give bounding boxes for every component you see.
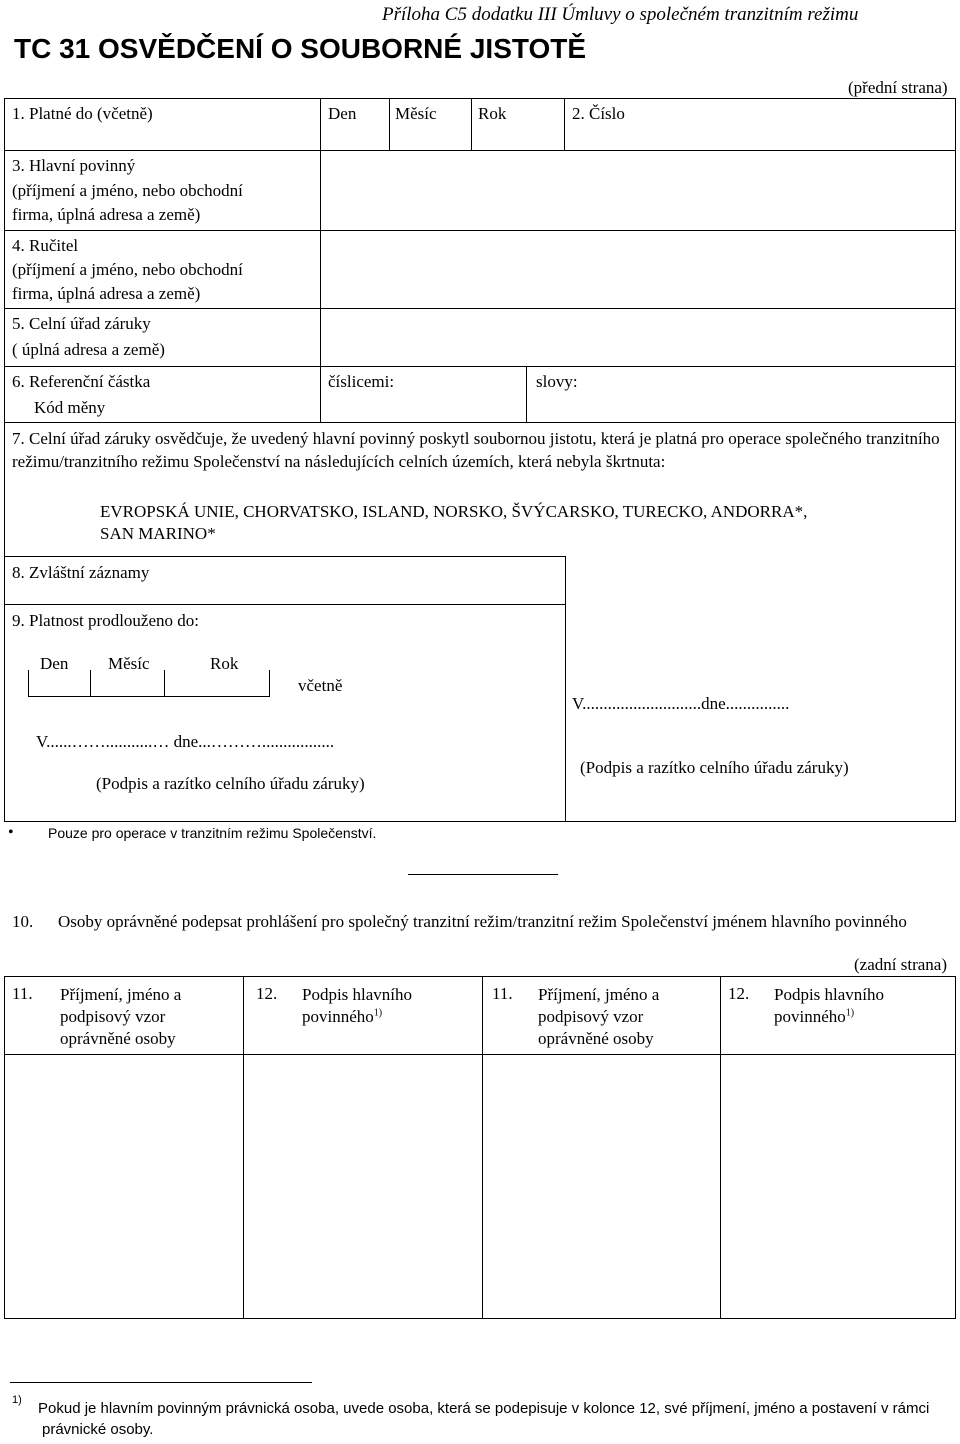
amount-digits-label: číslicemi: xyxy=(328,372,395,391)
form-title: TC 31 OSVĚDČENÍ O SOUBORNÉ JISTOTĚ xyxy=(14,33,587,64)
extension-month-label: Měsíc xyxy=(108,654,150,673)
valid-year-input[interactable] xyxy=(472,126,564,150)
special-notes-input[interactable] xyxy=(200,558,562,602)
principal-input[interactable] xyxy=(321,151,955,230)
valid-month-input[interactable] xyxy=(390,126,471,150)
bullet-icon: • xyxy=(8,824,14,841)
amount-words-label: slovy: xyxy=(536,372,578,391)
field9-label: 9. Platnost prodlouženo do: xyxy=(12,611,199,630)
number-input[interactable] xyxy=(565,126,955,150)
col3-number: 11. xyxy=(492,984,513,1003)
footnote-mark: 1) xyxy=(12,1394,22,1406)
field8-label: 8. Zvláštní záznamy xyxy=(12,563,150,582)
territories-line-1: EVROPSKÁ UNIE, CHORVATSKO, ISLAND, NORSKO, ŠVÝCARSKO, TURECKO, ANDORRA*, xyxy=(100,502,808,521)
guarantee-office-input[interactable] xyxy=(321,309,955,366)
valid-until-label: 1. Platné do (včetně) xyxy=(12,104,153,123)
place-date-left: V......……...........… dne...………................. xyxy=(36,732,335,751)
number-label: 2. Číslo xyxy=(572,104,625,123)
extension-year-label: Rok xyxy=(210,654,239,673)
amount-digits-input[interactable] xyxy=(410,392,524,420)
field5-title: 5. Celní úřad záruky xyxy=(12,314,151,333)
amount-words-input[interactable] xyxy=(600,392,952,420)
field3-title: 3. Hlavní povinný xyxy=(12,156,136,175)
col2-header: Podpis hlavního povinného$^{1)}$ xyxy=(302,985,413,1027)
signature-stamp-right: (Podpis a razítko celního úřadu záruky) xyxy=(580,758,849,777)
valid-until-month-label: Měsíc xyxy=(395,104,437,123)
signature-specimen-cell-1[interactable] xyxy=(5,1055,243,1318)
extension-month-input[interactable] xyxy=(92,674,163,695)
field10-number: 10. xyxy=(12,912,34,931)
field5-subtitle: ( úplná adresa a země) xyxy=(12,340,165,359)
principal-signature-cell-1[interactable] xyxy=(244,1055,482,1318)
field10-text: Osoby oprávněné podepsat prohlášení pro společný tranzitní režim/tranzitní režim Společenství jménem hlavního povinného xyxy=(58,912,907,931)
inclusive-label: včetně xyxy=(298,676,343,695)
extension-day-label: Den xyxy=(40,654,69,673)
col2-number: 12. xyxy=(256,984,278,1003)
annex-reference: Příloha C5 dodatku III Úmluvy o společném tranzitním režimu xyxy=(382,4,859,25)
front-side-label: (přední strana) xyxy=(848,78,948,97)
col3-header: Příjmení, jméno a podpisový vzor oprávněné osoby xyxy=(538,985,660,1049)
guarantor-input[interactable] xyxy=(321,231,955,308)
field4-subtitle-2: firma, úplná adresa a země) xyxy=(12,284,201,303)
field7-text: 7. Celní úřad záruky osvědčuje, že uvedený hlavní povinný poskytl soubornou jistotu, která je platná pro operace společného tranzitního režimu/tranzitního režimu Společenství na následujících celních územích, která nebyla škrtnuta: xyxy=(12,429,940,471)
field3-subtitle-1: (příjmení a jméno, nebo obchodní xyxy=(12,181,243,200)
footnote-text: Pokud je hlavním povinným právnická osoba, uvede osoba, která se podepisuje v kolonce 12, své příjmení, jméno a postavení v rámci právnické osoby. xyxy=(38,1400,930,1438)
field6-title: 6. Referenční částka xyxy=(12,372,151,391)
field4-title: 4. Ručitel xyxy=(12,236,79,255)
col1-number: 11. xyxy=(12,984,33,1003)
valid-until-year-label: Rok xyxy=(478,104,507,123)
col1-header: Příjmení, jméno a podpisový vzor oprávněné osoby xyxy=(60,985,182,1049)
signature-specimen-cell-2[interactable] xyxy=(483,1055,720,1318)
field3-subtitle-2: firma, úplná adresa a země) xyxy=(12,205,201,224)
community-transit-note: Pouze pro operace v tranzitním režimu Společenství. xyxy=(48,825,377,841)
place-date-right: V............................dne............... xyxy=(572,694,790,713)
valid-until-day-label: Den xyxy=(328,104,357,123)
back-side-label: (zadní strana) xyxy=(854,955,947,974)
col4-number: 12. xyxy=(728,984,750,1003)
signature-stamp-left: (Podpis a razítko celního úřadu záruky) xyxy=(96,774,365,793)
principal-signature-cell-2[interactable] xyxy=(721,1055,955,1318)
territories-line-2: SAN MARINO* xyxy=(100,524,216,543)
extension-day-input[interactable] xyxy=(30,674,89,695)
extension-year-input[interactable] xyxy=(166,674,268,695)
valid-day-input[interactable] xyxy=(321,126,389,150)
currency-code-label: Kód měny xyxy=(34,398,106,417)
field4-subtitle-1: (příjmení a jméno, nebo obchodní xyxy=(12,260,243,279)
col4-header: Podpis hlavního povinného$^{1)}$ xyxy=(774,985,885,1027)
